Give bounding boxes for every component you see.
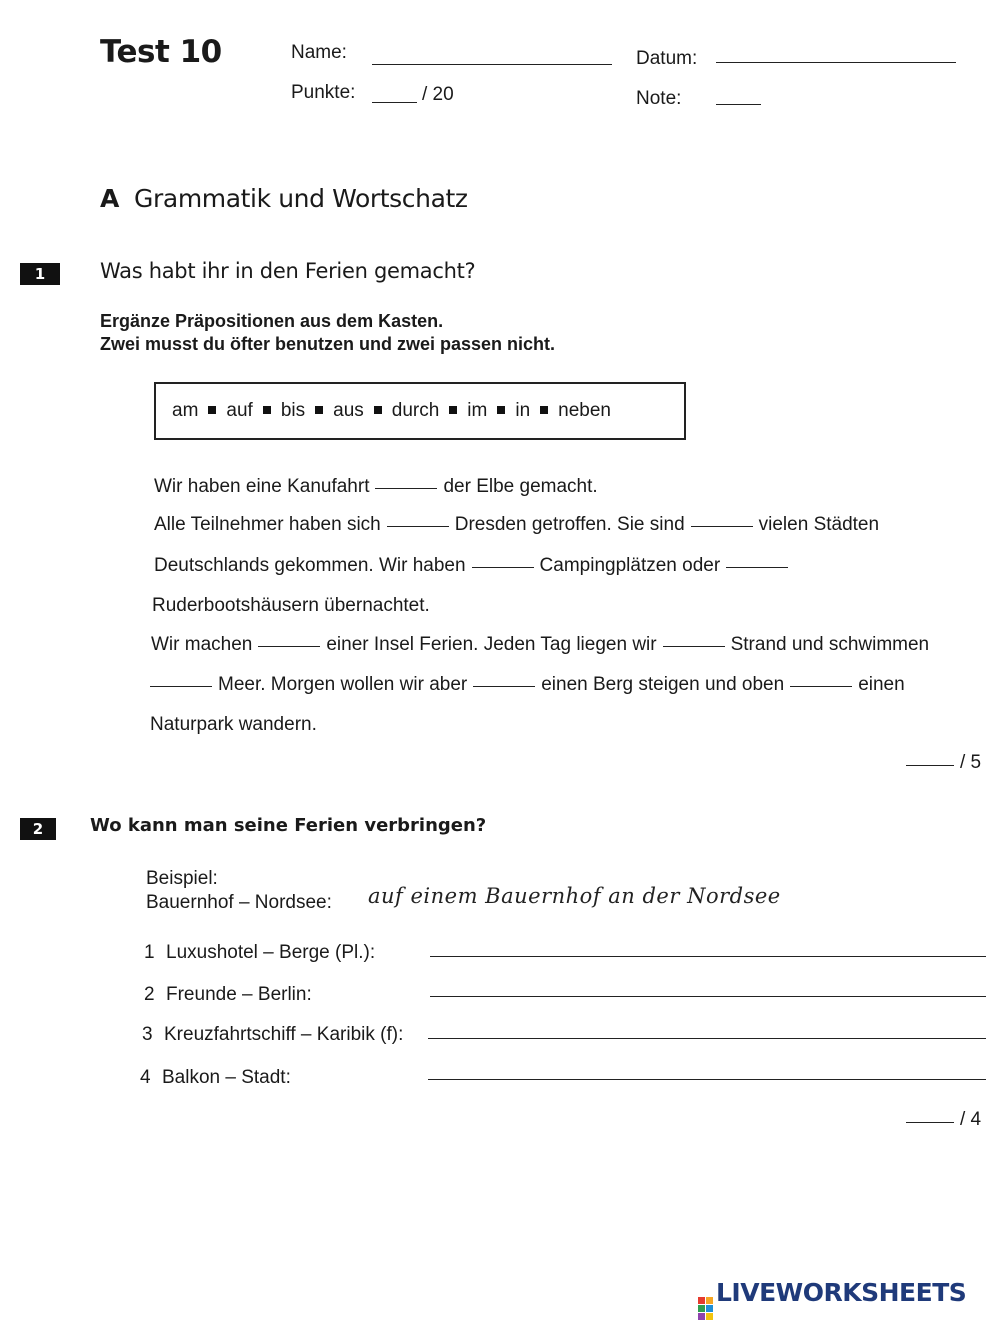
task1-instruction-line2: Zwei musst du öfter benutzen und zwei passen nicht. [100, 334, 556, 354]
word-am: am [172, 400, 199, 421]
text-fragment: Dresden getroffen. Sie sind [454, 514, 685, 535]
task1-score [906, 752, 981, 774]
text-fragment: Naturpark wandern. [150, 714, 317, 735]
grade-label: Note: [636, 88, 682, 109]
text-fragment: einer Insel Ferien. Jeden Tag liegen wir [326, 634, 657, 655]
gap-blank[interactable] [472, 567, 534, 568]
item-number: 4 [140, 1067, 151, 1088]
gap-blank[interactable] [375, 488, 437, 489]
liveworksheets-icon [698, 1297, 713, 1320]
item-number: 2 [144, 984, 155, 1005]
liveworksheets-logo [698, 1278, 966, 1320]
logo-tile [706, 1297, 713, 1304]
text-line-5 [151, 634, 929, 656]
points-label: Punkte: [291, 82, 356, 103]
task2-score-total: / 4 [960, 1109, 982, 1130]
task2-score [906, 1109, 981, 1131]
logo-tile [698, 1313, 705, 1320]
word-im: im [467, 400, 488, 421]
task1-score-total: / 5 [960, 752, 982, 773]
liveworksheets-brand: LIVEWORKSHEETS [716, 1278, 967, 1307]
square-bullet-icon [263, 406, 271, 414]
word-bis: bis [280, 400, 306, 421]
item-number: 1 [144, 942, 155, 963]
answer-line-3[interactable] [428, 1038, 986, 1039]
example-prompt: Bauernhof – Nordsee: [146, 892, 332, 913]
gap-blank[interactable] [387, 526, 449, 527]
date-label: Datum: [636, 48, 698, 69]
task1-instruction [100, 310, 555, 356]
section-heading [100, 184, 468, 213]
square-bullet-icon [315, 406, 323, 414]
answer-line-4[interactable] [428, 1079, 986, 1080]
text-line-3 [154, 555, 794, 577]
task1-number-badge [20, 263, 60, 285]
gap-blank[interactable] [473, 686, 535, 687]
text-fragment: einen [858, 674, 905, 695]
word-neben: neben [558, 400, 611, 421]
square-bullet-icon [540, 406, 548, 414]
word-box [154, 382, 686, 440]
item-3 [142, 1024, 403, 1046]
text-line-1 [154, 476, 598, 498]
square-bullet-icon [497, 406, 505, 414]
date-field[interactable] [716, 62, 956, 63]
text-fragment: der Elbe gemacht. [443, 476, 598, 497]
text-fragment: Ruderbootshäusern übernachtet. [152, 595, 430, 616]
logo-tile [698, 1297, 705, 1304]
example-answer: auf einem Bauernhof an der Nordsee [368, 884, 781, 908]
task1-number: 1 [34, 265, 46, 283]
task1-title: Was habt ihr in den Ferien gemacht? [100, 259, 476, 283]
item-text: Balkon – Stadt: [162, 1067, 291, 1088]
grade-field[interactable] [716, 104, 761, 105]
gap-blank[interactable] [663, 646, 725, 647]
gap-blank[interactable] [790, 686, 852, 687]
text-fragment: Meer. Morgen wollen wir aber [218, 674, 468, 695]
score-field[interactable] [906, 765, 954, 766]
text-fragment: Wir machen [151, 634, 253, 655]
gap-blank[interactable] [150, 686, 212, 687]
item-text: Luxushotel – Berge (Pl.): [166, 942, 376, 963]
text-line-7 [150, 714, 317, 736]
text-fragment: Campingplätzen oder [539, 555, 721, 576]
section-letter: A [100, 184, 119, 213]
text-fragment: Deutschlands gekommen. Wir haben [154, 555, 466, 576]
task1-instruction-line1: Ergänze Präpositionen aus dem Kasten. [100, 311, 444, 331]
task2-number: 2 [32, 820, 44, 838]
points-total: / 20 [422, 84, 454, 105]
answer-line-2[interactable] [430, 996, 986, 997]
name-field[interactable] [372, 64, 612, 65]
score-field[interactable] [906, 1122, 954, 1123]
item-number: 3 [142, 1024, 153, 1045]
example-label: Beispiel: [146, 868, 218, 889]
logo-tile [698, 1305, 705, 1312]
word-durch: durch [391, 400, 440, 421]
item-text: Freunde – Berlin: [166, 984, 312, 1005]
gap-blank[interactable] [691, 526, 753, 527]
task2-number-badge [20, 818, 56, 840]
square-bullet-icon [374, 406, 382, 414]
text-fragment: Strand und schwimmen [730, 634, 930, 655]
word-in: in [515, 400, 531, 421]
text-fragment: einen Berg steigen und oben [541, 674, 785, 695]
gap-blank[interactable] [726, 567, 788, 568]
item-1 [144, 942, 375, 964]
answer-line-1[interactable] [430, 956, 986, 957]
task2-title: Wo kann man seine Ferien verbringen? [90, 815, 487, 836]
word-aus: aus [333, 400, 364, 421]
text-line-2 [154, 514, 879, 536]
test-title: Test 10 [100, 34, 222, 70]
item-2 [144, 984, 312, 1006]
item-text: Kreuzfahrtschiff – Karibik (f): [164, 1024, 404, 1045]
gap-blank[interactable] [258, 646, 320, 647]
logo-tile [706, 1305, 713, 1312]
points-field[interactable] [372, 102, 417, 103]
text-fragment: Alle Teilnehmer haben sich [154, 514, 381, 535]
square-bullet-icon [449, 406, 457, 414]
text-fragment: Wir haben eine Kanufahrt [154, 476, 370, 497]
text-line-6 [150, 674, 905, 696]
word-auf: auf [226, 400, 253, 421]
name-label: Name: [291, 42, 347, 63]
logo-tile [706, 1313, 713, 1320]
section-title: Grammatik und Wortschatz [134, 184, 468, 213]
item-4 [140, 1067, 291, 1089]
text-fragment: vielen Städten [758, 514, 880, 535]
square-bullet-icon [208, 406, 216, 414]
text-line-4 [152, 595, 430, 617]
